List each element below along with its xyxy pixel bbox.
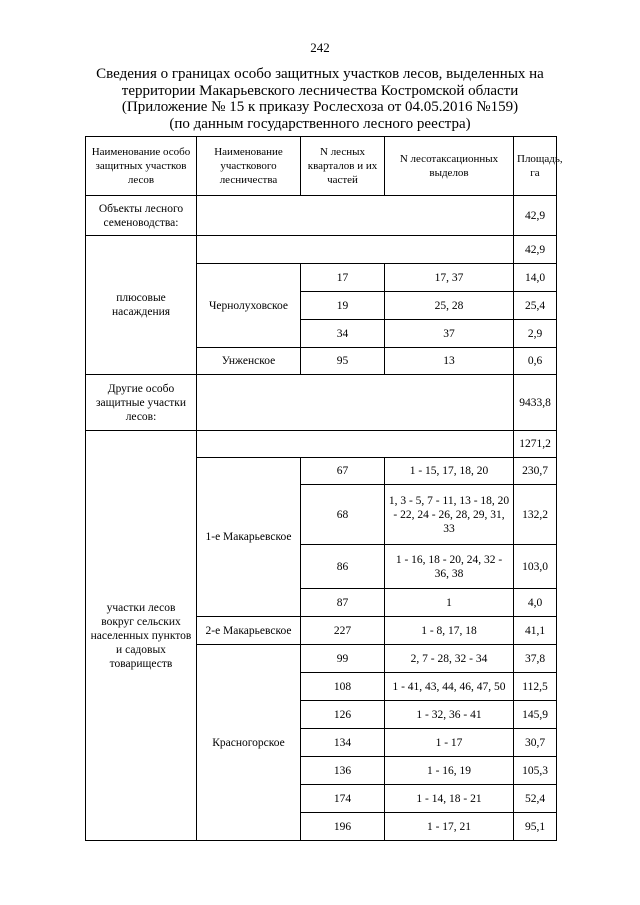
area-cell: 145,9	[514, 701, 557, 729]
area-cell: 41,1	[514, 617, 557, 645]
quarter-cell: 95	[301, 348, 385, 375]
empty-cell	[197, 236, 514, 264]
section-seed-area: 42,9	[514, 196, 557, 236]
allotment-cell: 1 - 17	[385, 729, 514, 757]
allotment-cell: 1 - 8, 17, 18	[385, 617, 514, 645]
table-row	[86, 375, 557, 431]
table-row	[86, 196, 557, 236]
empty-cell	[197, 431, 514, 458]
empty-cell	[197, 196, 514, 236]
quarter-cell: 134	[301, 729, 385, 757]
header-protective-area: Наименование особо защитных участков лесов	[86, 137, 197, 196]
area-cell: 95,1	[514, 813, 557, 841]
area-cell: 52,4	[514, 785, 557, 813]
section-villages-area: 1271,2	[514, 431, 557, 458]
page-number: 242	[310, 40, 330, 55]
quarter-cell: 86	[301, 545, 385, 589]
quarter-cell: 17	[301, 264, 385, 292]
quarter-cell: 196	[301, 813, 385, 841]
quarter-cell: 126	[301, 701, 385, 729]
quarter-cell: 87	[301, 589, 385, 617]
allotment-cell: 1 - 41, 43, 44, 46, 47, 50	[385, 673, 514, 701]
area-cell: 37,8	[514, 645, 557, 673]
forest-areas-table	[85, 136, 563, 841]
allotment-cell: 13	[385, 348, 514, 375]
section-seed-name: Объекты лесного семеноводства:	[86, 196, 197, 236]
title-line-1: Сведения о границах особо защитных участков лесов, выделенных на	[96, 66, 544, 82]
section-plus-name: плюсовые насаждения	[86, 236, 197, 375]
quarter-cell: 68	[301, 485, 385, 545]
quarter-cell: 99	[301, 645, 385, 673]
quarter-cell: 174	[301, 785, 385, 813]
document-title	[60, 66, 580, 132]
title-line-3: (Приложение № 15 к приказу Рослесхоза от 04.05.2016 №159)	[121, 99, 519, 115]
header-district-forestry: Наименование участкового лесничества	[197, 137, 301, 196]
allotment-cell: 1 - 17, 21	[385, 813, 514, 841]
section-plus-area: 42,9	[514, 236, 557, 264]
forestry-name: 2-е Макарьевское	[197, 617, 301, 645]
quarter-cell: 108	[301, 673, 385, 701]
area-cell: 103,0	[514, 545, 557, 589]
allotment-cell: 1 - 14, 18 - 21	[385, 785, 514, 813]
section-other-name: Другие особо защитные участки лесов:	[86, 375, 197, 431]
empty-cell	[197, 375, 514, 431]
allotment-cell: 1 - 16, 19	[385, 757, 514, 785]
table-row	[86, 431, 557, 458]
quarter-cell: 136	[301, 757, 385, 785]
area-cell: 112,5	[514, 673, 557, 701]
allotment-cell: 1, 3 - 5, 7 - 11, 13 - 18, 20 - 22, 24 - 26, 28, 29, 31, 33	[385, 485, 514, 545]
title-line-4: (по данным государственного лесного реестра)	[169, 115, 471, 132]
forestry-name: Чернолуховское	[197, 264, 301, 348]
allotment-cell: 1 - 15, 17, 18, 20	[385, 458, 514, 485]
quarter-cell: 67	[301, 458, 385, 485]
section-other-area: 9433,8	[514, 375, 557, 431]
table-header-row	[86, 137, 557, 196]
allotment-cell: 1	[385, 589, 514, 617]
area-cell: 2,9	[514, 320, 557, 348]
allotment-cell: 1 - 16, 18 - 20, 24, 32 - 36, 38	[385, 545, 514, 589]
allotment-cell: 37	[385, 320, 514, 348]
section-villages-name: участки лесов вокруг сельских населенных пунктов и садовых товариществ	[86, 431, 197, 841]
header-quarters: N лесных кварталов и их частей	[301, 137, 385, 196]
area-cell: 4,0	[514, 589, 557, 617]
area-cell: 25,4	[514, 292, 557, 320]
table-row	[86, 236, 557, 264]
forestry-name: Унженское	[197, 348, 301, 375]
quarter-cell: 19	[301, 292, 385, 320]
header-area: Площадь, га	[514, 137, 557, 196]
area-cell: 230,7	[514, 458, 557, 485]
title-line-2: территории Макарьевского лесничества Костромской области	[121, 82, 519, 99]
allotment-cell: 2, 7 - 28, 32 - 34	[385, 645, 514, 673]
area-cell: 0,6	[514, 348, 557, 375]
area-cell: 14,0	[514, 264, 557, 292]
allotment-cell: 17, 37	[385, 264, 514, 292]
header-allotments: N лесотаксационных выделов	[385, 137, 514, 196]
forestry-name: 1-е Макарьевское	[197, 458, 301, 617]
area-cell: 105,3	[514, 757, 557, 785]
forestry-name: Красногорское	[197, 645, 301, 841]
quarter-cell: 34	[301, 320, 385, 348]
allotment-cell: 1 - 32, 36 - 41	[385, 701, 514, 729]
area-cell: 132,2	[514, 485, 557, 545]
area-cell: 30,7	[514, 729, 557, 757]
quarter-cell: 227	[301, 617, 385, 645]
allotment-cell: 25, 28	[385, 292, 514, 320]
